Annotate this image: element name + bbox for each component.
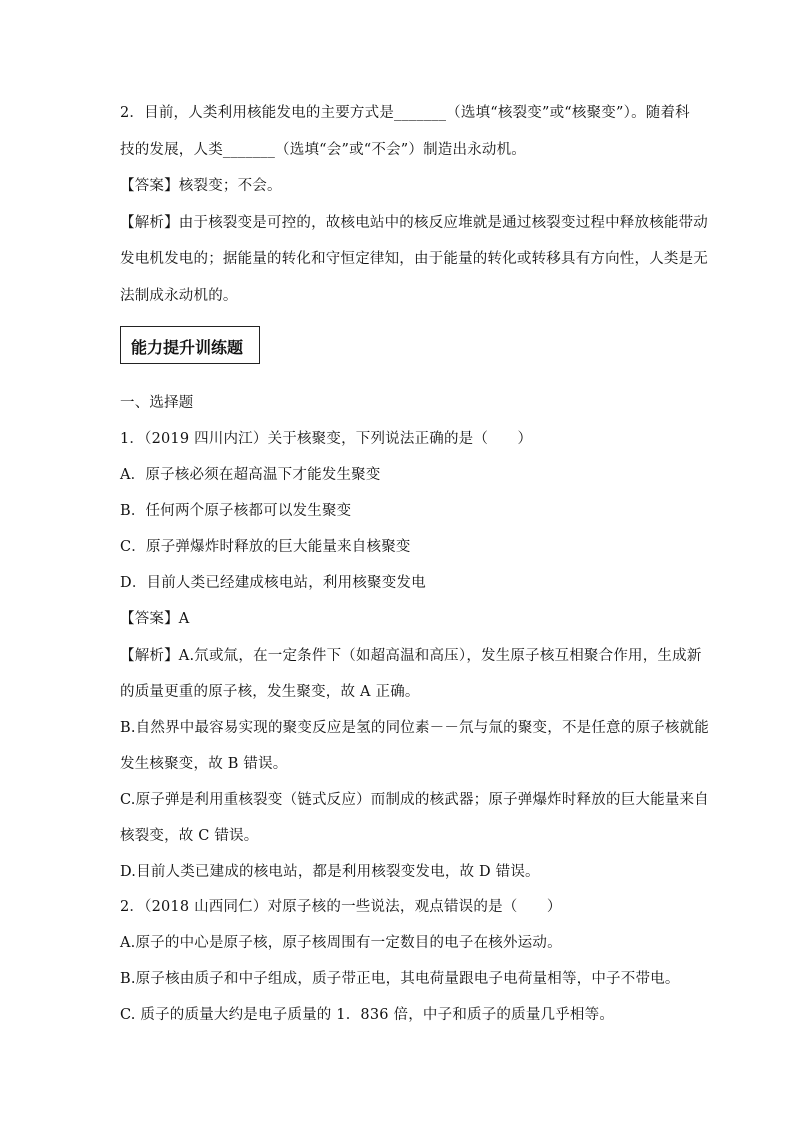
question-2-stem-line-1: 2．目前，人类利用核能发电的主要方式是_______（选填“核裂变”或“核聚变”）。随着科 xyxy=(120,105,690,121)
question-2-analysis-line-1: 【解析】由于核裂变是可控的，故核电站中的核反应堆就是通过核裂变过程中释放核能带动 xyxy=(120,215,708,231)
question-2b-option-b: B.原子核由质子和中子组成，质子带正电，其电荷量跟电子电荷量相等，中子不带电。 xyxy=(120,971,680,987)
question-1-analysis-line-3: B.自然界中最容易实现的聚变反应是氢的同位素－－氘与氚的聚变，不是任意的原子核就能 xyxy=(120,720,709,736)
question-2-answer: 【答案】核裂变；不会。 xyxy=(120,178,282,194)
question-1-analysis-line-5: C.原子弹是利用重核裂变（链式反应）而制成的核武器；原子弹爆炸时释放的巨大能量来自 xyxy=(120,792,709,808)
question-1-stem: 1．（2019 四川内江）关于核聚变，下列说法正确的是（ ） xyxy=(120,431,533,447)
question-1-answer: 【答案】A xyxy=(120,611,190,627)
question-1-analysis-line-6: 核裂变，故 C 错误。 xyxy=(120,828,259,844)
question-1-option-d: D．目前人类已经建成核电站，利用核聚变发电 xyxy=(120,575,426,591)
section-title: 能力提升训练题 xyxy=(131,338,244,357)
question-1-option-b: B．任何两个原子核都可以发生聚变 xyxy=(120,503,352,519)
question-1-option-a: A．原子核必须在超高温下才能发生聚变 xyxy=(120,467,381,483)
question-1-analysis-line-4: 发生核聚变，故 B 错误。 xyxy=(120,756,288,772)
question-2b-option-a: A.原子的中心是原子核，原子核周围有一定数目的电子在核外运动。 xyxy=(120,935,562,951)
question-2-stem-line-2: 技的发展，人类_______（选填“会”或“不会”）制造出永动机。 xyxy=(120,142,526,158)
question-2-analysis-line-2: 发电机发电的；据能量的转化和守恒定律知，由于能量的转化或转移具有方向性，人类是无 xyxy=(120,251,708,267)
question-1-option-c: C．原子弹爆炸时释放的巨大能量来自核聚变 xyxy=(120,539,411,555)
section-title-box xyxy=(120,326,260,364)
section-heading: 一、选择题 xyxy=(120,395,194,411)
question-1-analysis-line-7: D.目前人类已建成的核电站，都是利用核裂变发电，故 D 错误。 xyxy=(120,864,540,880)
question-1-analysis-line-2: 的质量更重的原子核，发生聚变，故 A 正确。 xyxy=(120,684,420,700)
question-1-analysis-line-1: 【解析】A.氘或氚，在一定条件下（如超高温和高压），发生原子核互相聚合作用，生成新 xyxy=(120,648,702,664)
question-2b-stem: 2．（2018 山西同仁）对原子核的一些说法，观点错误的是（ ） xyxy=(120,899,562,915)
question-2-analysis-line-3: 法制成永动机的。 xyxy=(120,288,238,304)
question-2b-option-c: C. 质子的质量大约是电子质量的 1．836 倍，中子和质子的质量几乎相等。 xyxy=(120,1007,615,1023)
